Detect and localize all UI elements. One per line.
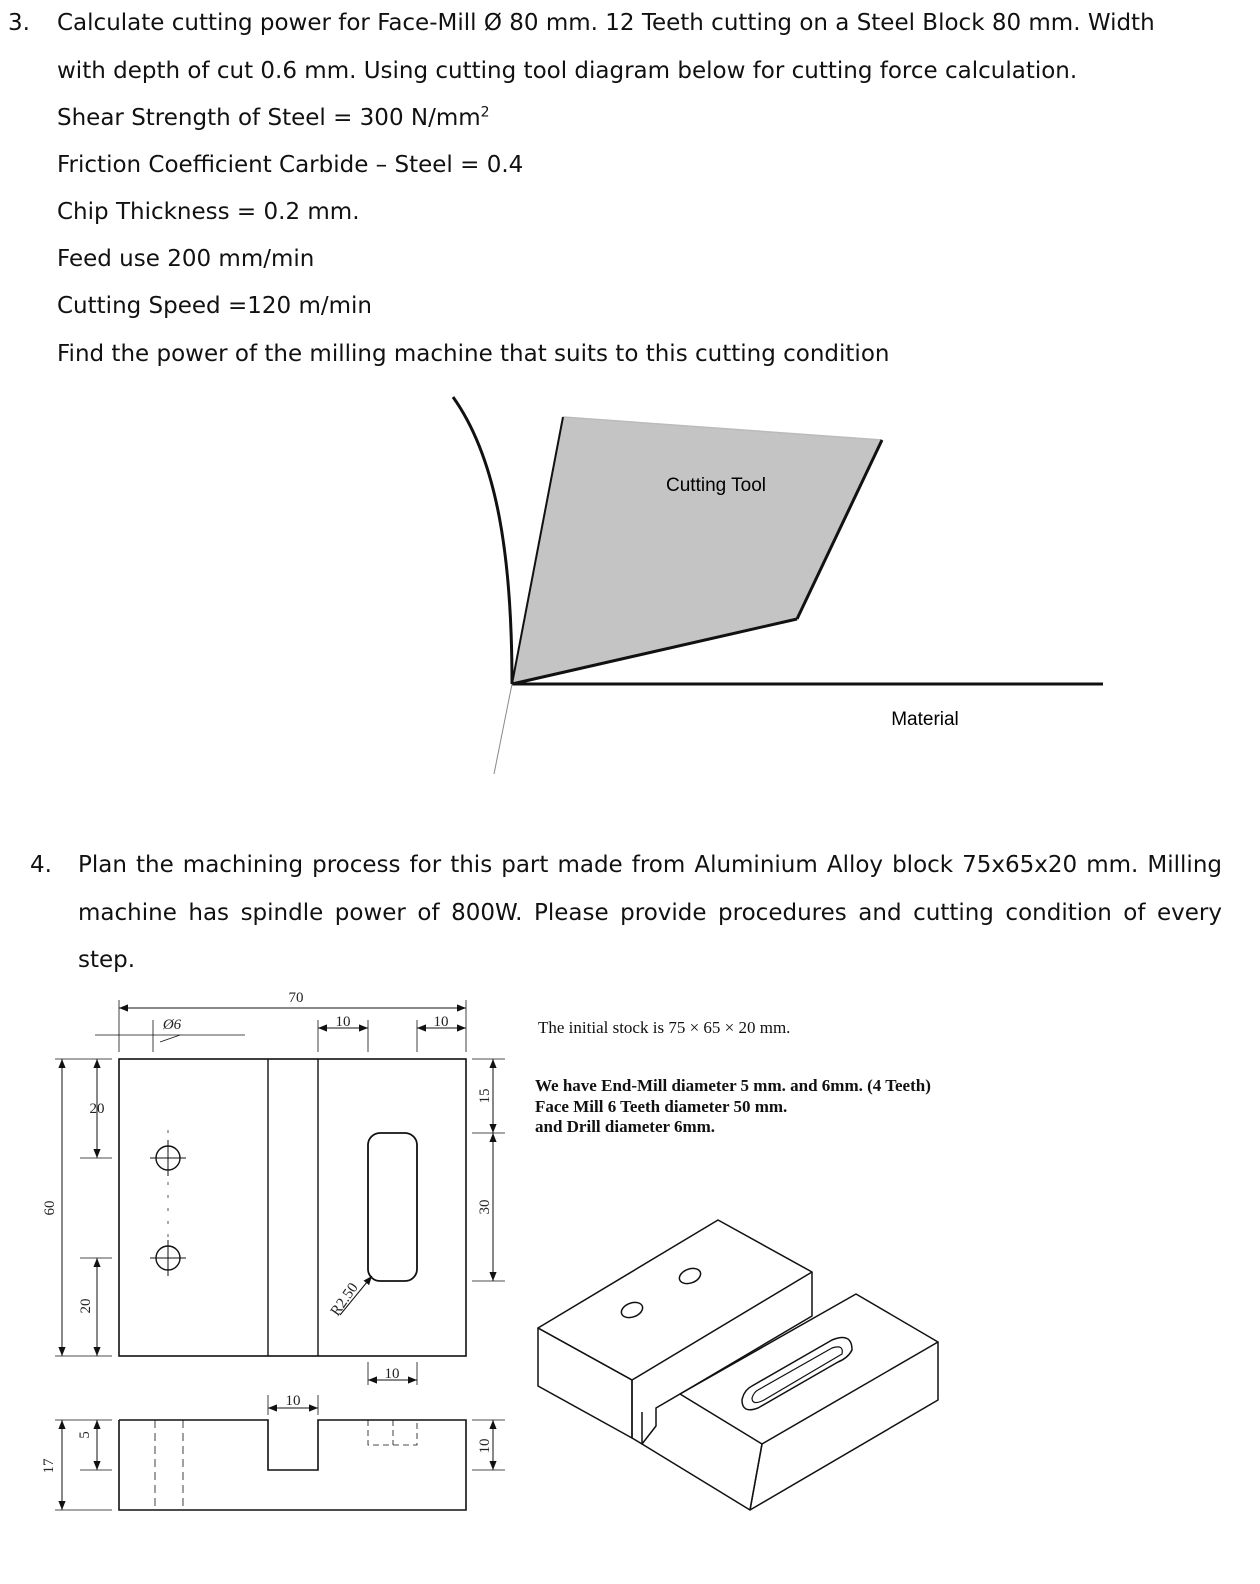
hole-dia-leader: [160, 1035, 180, 1042]
dim-text-bottom-margin: 20: [78, 1298, 94, 1314]
q3-find-power: Find the power of the milling machine that suits to this cutting condition: [57, 341, 890, 367]
stock-note: The initial stock is 75 × 65 × 20 mm.: [538, 1018, 791, 1037]
q3-feed: Feed use 200 mm/min: [57, 246, 315, 272]
dim-text-slot-depth: 10: [477, 1438, 493, 1454]
q3-line-2: with depth of cut 0.6 mm. Using cutting tool diagram below for cutting force calculation.: [57, 58, 1078, 84]
q3-line-1: Calculate cutting power for Face-Mill Ø 80 mm. 12 Teeth cutting on a Steel Block 80 mm. Width: [57, 10, 1155, 36]
iso-right-block-side: [750, 1342, 938, 1510]
part-drawing: [0, 980, 530, 1540]
material-label: Material: [891, 709, 959, 730]
iso-hole-2: [677, 1266, 702, 1287]
dim-text-groove-depth: 5: [77, 1431, 93, 1439]
hidden-slot: [368, 1420, 417, 1445]
iso-right-block-front: [642, 1444, 762, 1510]
dim-text-overall-height: 60: [42, 1200, 58, 1216]
dim-text-radius: R2.50: [327, 1280, 362, 1320]
q3-shear-superscript: 2: [480, 104, 490, 121]
q4-line-3: step.: [78, 947, 136, 973]
dim-text-slot-top: 15: [477, 1088, 493, 1104]
dim-text-overall-width: 70: [288, 990, 304, 1006]
iso-slot-inner: [752, 1347, 842, 1403]
front-view-outline: [119, 1420, 466, 1510]
tools-note-2: Face Mill 6 Teeth diameter 50 mm.: [535, 1097, 788, 1116]
q3-cutting-speed: Cutting Speed =120 m/min: [57, 293, 372, 319]
top-view-outline: [119, 1059, 466, 1356]
q4-line-2: machine has spindle power of 800W. Please provide procedures and cutting condition of every: [78, 900, 1222, 926]
shear-plane-line: [494, 684, 512, 774]
dim-text-slot-offset: 10: [433, 1014, 449, 1030]
dim-text-hole-dia: Ø6: [162, 1017, 182, 1033]
iso-hole-1: [619, 1300, 644, 1321]
slot-outline: [368, 1133, 417, 1281]
dim-text-slot-length: 30: [477, 1199, 493, 1215]
iso-right-block-top: [680, 1294, 938, 1444]
iso-left-block-front: [538, 1328, 632, 1438]
iso-left-block-top: [538, 1220, 812, 1380]
q3-number: 3.: [8, 10, 30, 36]
iso-groove: [632, 1272, 812, 1444]
q3-chip-thickness: Chip Thickness = 0.2 mm.: [57, 199, 360, 225]
chip-curve: [453, 397, 512, 684]
cutting-tool-shape: [512, 417, 882, 684]
dim-text-total-thickness: 17: [41, 1458, 57, 1474]
dim-text-groove-width: 10: [285, 1393, 301, 1409]
dim-text-slot-width: 10: [384, 1366, 400, 1382]
q4-number: 4.: [30, 852, 52, 878]
q3-shear-text: Shear Strength of Steel = 300 N/mm: [57, 105, 481, 131]
isometric-view: [520, 1200, 960, 1540]
dim-text-step-width: 10: [335, 1014, 351, 1030]
cutting-tool-label: Cutting Tool: [666, 475, 766, 496]
q3-friction: Friction Coefficient Carbide – Steel = 0.4: [57, 152, 524, 178]
tools-note-3: and Drill diameter 6mm.: [535, 1117, 716, 1136]
q4-line-1: Plan the machining process for this part made from Aluminium Alloy block 75x65x20 mm. Milling: [78, 852, 1222, 878]
dim-text-top-margin: 20: [89, 1101, 105, 1117]
tools-note-1: We have End-Mill diameter 5 mm. and 6mm. (4 Teeth): [535, 1076, 931, 1095]
